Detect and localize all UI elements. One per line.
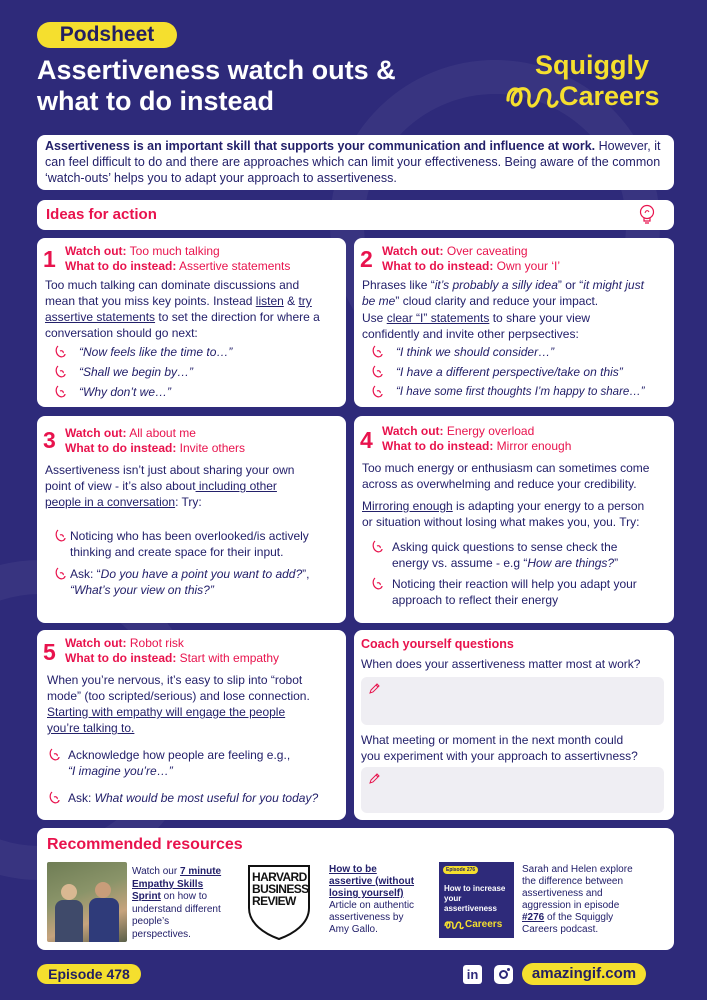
resource-2-text — [329, 864, 429, 936]
text: confidently and invite other perpsectives: — [362, 327, 579, 341]
body-line: to set the direction for where a — [155, 310, 320, 324]
including-others-link[interactable]: people in a conversation — [45, 495, 176, 509]
instead-label: What to do instead: — [65, 651, 177, 665]
text: understand different — [132, 903, 221, 915]
title-line-2: what to do instead — [37, 86, 275, 116]
coach-question-2 — [361, 732, 638, 764]
text: Phrases like “ — [362, 278, 435, 292]
episode-276-link[interactable]: #276 — [522, 912, 545, 923]
card-number: 4 — [360, 427, 373, 453]
hbr-article-link[interactable]: How to be — [329, 864, 377, 875]
card-body — [45, 462, 338, 510]
text: on how to — [160, 891, 208, 902]
text: Asking quick questions to sense check the — [392, 540, 618, 554]
card-number: 1 — [43, 246, 56, 272]
squiggle-bullet-icon — [372, 365, 383, 378]
card-headings — [382, 424, 571, 454]
bullet-item — [55, 566, 338, 598]
empathy-sprint-link[interactable]: Empathy Skills — [132, 878, 204, 890]
card-body — [362, 277, 666, 342]
instead-value: Invite others — [179, 441, 246, 455]
answer-field-1[interactable] — [361, 677, 664, 725]
card-headings — [382, 244, 560, 274]
text: or situation without losing what makes you, you. Try: — [362, 515, 640, 529]
watch-out-value: Energy overload — [446, 424, 535, 438]
try-link[interactable]: try — [298, 294, 312, 308]
mirroring-enough-link[interactable]: Mirroring enough — [362, 499, 453, 513]
episode-badge: Episode 478 — [37, 964, 141, 984]
italic-text: Do you have a point you want to add? — [100, 567, 303, 581]
instead-value: Own your ‘I’ — [496, 259, 561, 273]
bullet-item — [372, 344, 666, 360]
intro-text — [45, 138, 666, 186]
squiggle-bullet-icon — [372, 345, 383, 358]
bullet-text: “I think we should consider…” — [396, 345, 555, 359]
text: Careers podcast. — [522, 924, 599, 935]
text: Amy Gallo. — [329, 924, 378, 935]
italic-text: it might just — [583, 278, 644, 292]
instead-value: Mirror enough — [496, 439, 572, 453]
watch-out-label: Watch out: — [382, 424, 444, 438]
podcast-episode-tag: Episode 276 — [443, 866, 478, 874]
watch-out-value: Over caveating — [446, 244, 528, 258]
card-number: 5 — [43, 639, 56, 665]
ampersand: & — [283, 294, 299, 308]
watch-out-label: Watch out: — [382, 244, 444, 258]
listen-link[interactable]: listen — [255, 294, 284, 308]
squiggle-bullet-icon — [55, 345, 66, 358]
bullet-item — [372, 576, 666, 608]
text: perspectives. — [132, 928, 191, 940]
card-headings — [65, 636, 279, 666]
resource-3-text — [522, 864, 652, 936]
text: your assertiveness — [444, 894, 497, 913]
watch-out-label: Watch out: — [65, 636, 127, 650]
bullet-text — [49, 790, 344, 806]
intro-box — [37, 135, 674, 190]
bullet-item — [372, 539, 666, 571]
instead-label: What to do instead: — [382, 259, 494, 273]
bullet-item — [49, 790, 344, 806]
bullet-item — [372, 384, 672, 400]
bullet-text — [55, 566, 338, 598]
bullet-item — [372, 364, 666, 380]
text: Ask: — [68, 791, 95, 805]
hbr-article-link[interactable]: losing yourself) — [329, 888, 404, 899]
bullet-text — [372, 576, 666, 608]
card-number: 2 — [360, 246, 373, 272]
bullet-item — [49, 747, 338, 779]
text: ” — [614, 556, 619, 570]
bullet-text: “I have a different perspective/take on this” — [396, 365, 623, 379]
bullet-text: “Shall we begin by…” — [79, 365, 194, 379]
coach-yourself-card — [354, 630, 674, 820]
text: Assertiveness isn’t just about sharing your own — [45, 463, 295, 477]
squiggle-bullet-icon — [49, 748, 60, 761]
watch-out-value: Robot risk — [129, 636, 184, 650]
bullet-text — [372, 539, 666, 571]
text: Noticing who has been overlooked/is actively — [70, 529, 309, 543]
squiggle-logo-icon — [505, 82, 559, 112]
squiggle-bullet-icon — [55, 365, 66, 378]
linkedin-icon[interactable]: in — [463, 965, 482, 984]
watch-out-card-4 — [354, 416, 674, 623]
instagram-icon[interactable] — [494, 965, 513, 984]
assertive-statements-link[interactable]: assertive statements — [45, 310, 156, 324]
instead-value: Start with empathy — [179, 651, 280, 665]
text: assertiveness and — [522, 888, 603, 899]
text: ”, — [302, 567, 310, 581]
watch-out-value: Too much talking — [129, 244, 220, 258]
text: to share your view — [489, 311, 591, 325]
italic-text: What would be most useful for you today? — [94, 791, 319, 805]
text: approach to reflect their energy — [392, 593, 559, 607]
text: assertiveness by — [329, 912, 404, 923]
text: point of view - it’s also about — [45, 479, 196, 493]
squiggle-bullet-icon — [372, 385, 383, 398]
watch-out-label: Watch out: — [65, 244, 127, 258]
text: thinking and create space for their input. — [70, 545, 284, 559]
squiggly-careers-logo — [505, 50, 680, 114]
empathy-sprint-thumbnail[interactable] — [47, 862, 127, 942]
intro-rest: However, it can feel difficult to do and there are approaches which can limit your effectiveness. Being aware of the common ‘watch-outs’ helps you to adapt your approach to assertiveness. — [45, 139, 661, 185]
resources-card — [37, 828, 674, 950]
text: ” or “ — [557, 278, 584, 292]
text: people’s — [132, 916, 170, 927]
card-headings — [65, 426, 245, 456]
text: Article on authentic — [329, 900, 415, 911]
text: BUSINESS — [252, 882, 309, 896]
squiggle-bullet-icon — [55, 567, 66, 580]
logo-word-careers: Careers — [559, 81, 660, 111]
text: mode” (too scripted/serious) and lose connection. — [47, 689, 310, 703]
including-others-link[interactable]: including other — [195, 479, 277, 493]
text: Ask: “ — [70, 567, 101, 581]
podcast-cover[interactable] — [439, 862, 514, 938]
squiggle-bullet-icon — [55, 529, 66, 542]
bullet-item — [55, 364, 338, 380]
text: Too much energy or enthusiasm can sometimes come — [362, 461, 650, 475]
watch-out-card-2 — [354, 238, 674, 407]
coach-title: Coach yourself questions — [361, 637, 514, 651]
text: REVIEW — [252, 894, 296, 908]
watch-out-label: Watch out: — [65, 426, 127, 440]
answer-field-2[interactable] — [361, 767, 664, 813]
squiggle-bullet-icon — [49, 791, 60, 804]
pencil-icon — [368, 682, 381, 695]
text: Watch our — [132, 866, 180, 877]
text: energy vs. assume - e.g “ — [392, 556, 528, 570]
card-headings — [65, 244, 290, 274]
starting-with-empathy-link[interactable]: Starting with empathy will engage the people — [47, 705, 286, 719]
hbr-logo — [247, 864, 311, 940]
text: How to increase — [444, 884, 506, 893]
starting-with-empathy-link[interactable]: you’re talking to. — [47, 721, 135, 735]
card-number: 3 — [43, 427, 56, 453]
card-body — [45, 277, 338, 341]
watch-out-card-5 — [37, 630, 346, 820]
text: of the Squiggly — [544, 912, 614, 923]
text: HARVARD — [252, 870, 307, 884]
website-link[interactable]: amazingif.com — [522, 963, 646, 985]
clear-i-statements-link[interactable]: clear “I” statements — [386, 311, 490, 325]
pencil-icon — [368, 772, 381, 785]
title-line-1: Assertiveness watch outs & — [37, 55, 396, 85]
ideas-title: Ideas for action — [46, 206, 157, 223]
bullet-item — [55, 384, 338, 400]
italic-text: “I imagine you’re…” — [68, 764, 173, 778]
text: When you’re nervous, it’s easy to slip into “robot — [47, 673, 303, 687]
text: What meeting or moment in the next month could — [361, 733, 624, 747]
text: Noticing their reaction will help you adapt your — [392, 577, 637, 591]
empathy-sprint-link[interactable]: 7 minute — [179, 866, 222, 877]
card-body — [362, 460, 666, 530]
podcast-cover-logo: Careers — [465, 919, 503, 930]
body-line: Too much talking can dominate discussions and — [45, 278, 300, 292]
body-line: mean that you miss key points. Instead — [45, 294, 256, 308]
text: you experiment with your approach to assertivness? — [361, 749, 638, 763]
bullet-text: “I have some first thoughts I’m happy to share…” — [396, 386, 645, 398]
watch-out-card-1 — [37, 238, 346, 407]
resource-1-text — [132, 866, 232, 941]
podcast-cover-title — [444, 884, 514, 914]
card-body — [47, 672, 338, 736]
instead-label: What to do instead: — [65, 441, 177, 455]
text: is adapting your energy to a person — [452, 499, 645, 513]
text: aggression in episode — [522, 900, 620, 911]
empathy-sprint-link[interactable]: Sprint — [132, 891, 161, 902]
squiggle-bullet-icon — [372, 540, 383, 553]
squiggle-bullet-icon — [372, 577, 383, 590]
bullet-text: “Why don’t we…” — [79, 385, 172, 399]
watch-out-value: All about me — [129, 426, 196, 440]
intro-bold: Assertiveness is an important skill that supports your communication and influence at work. — [45, 139, 596, 153]
text: across as overwhelming and reduce your credibility. — [362, 477, 637, 491]
bullet-text: “Now feels like the time to…” — [79, 345, 233, 359]
italic-text: How are things? — [527, 556, 615, 570]
ideas-header — [37, 200, 674, 230]
italic-text: “What’s your view on this?” — [70, 583, 214, 597]
hbr-wordmark — [252, 871, 309, 907]
resources-title: Recommended resources — [47, 836, 243, 853]
italic-text: be me — [362, 294, 396, 308]
watch-out-card-3 — [37, 416, 346, 623]
body-line: conversation should go next: — [45, 326, 198, 340]
italic-text: it’s probably a silly idea — [434, 278, 558, 292]
page-title — [37, 55, 396, 117]
text: Use — [362, 311, 387, 325]
bullet-item — [55, 344, 338, 360]
logo-word-squiggly: Squiggly — [535, 50, 649, 80]
text: the difference between — [522, 876, 624, 887]
instead-value: Assertive statements — [179, 259, 291, 273]
instead-label: What to do instead: — [65, 259, 177, 273]
lightbulb-icon — [638, 204, 656, 226]
text: Acknowledge how people are feeling e.g., — [68, 748, 291, 762]
bullet-item — [55, 528, 338, 560]
text: Sarah and Helen explore — [522, 864, 633, 875]
instead-label: What to do instead: — [382, 439, 494, 453]
podsheet-badge: Podsheet — [37, 22, 177, 48]
hbr-article-link[interactable]: assertive (without — [329, 876, 415, 887]
squiggle-logo-icon — [444, 919, 464, 931]
squiggle-bullet-icon — [55, 385, 66, 398]
bullet-text — [55, 528, 338, 560]
text: ” cloud clarity and reduce your impact. — [395, 294, 599, 308]
coach-question-1: When does your assertiveness matter most at work? — [361, 657, 641, 671]
text: : Try: — [175, 495, 202, 509]
bullet-text — [49, 747, 338, 779]
